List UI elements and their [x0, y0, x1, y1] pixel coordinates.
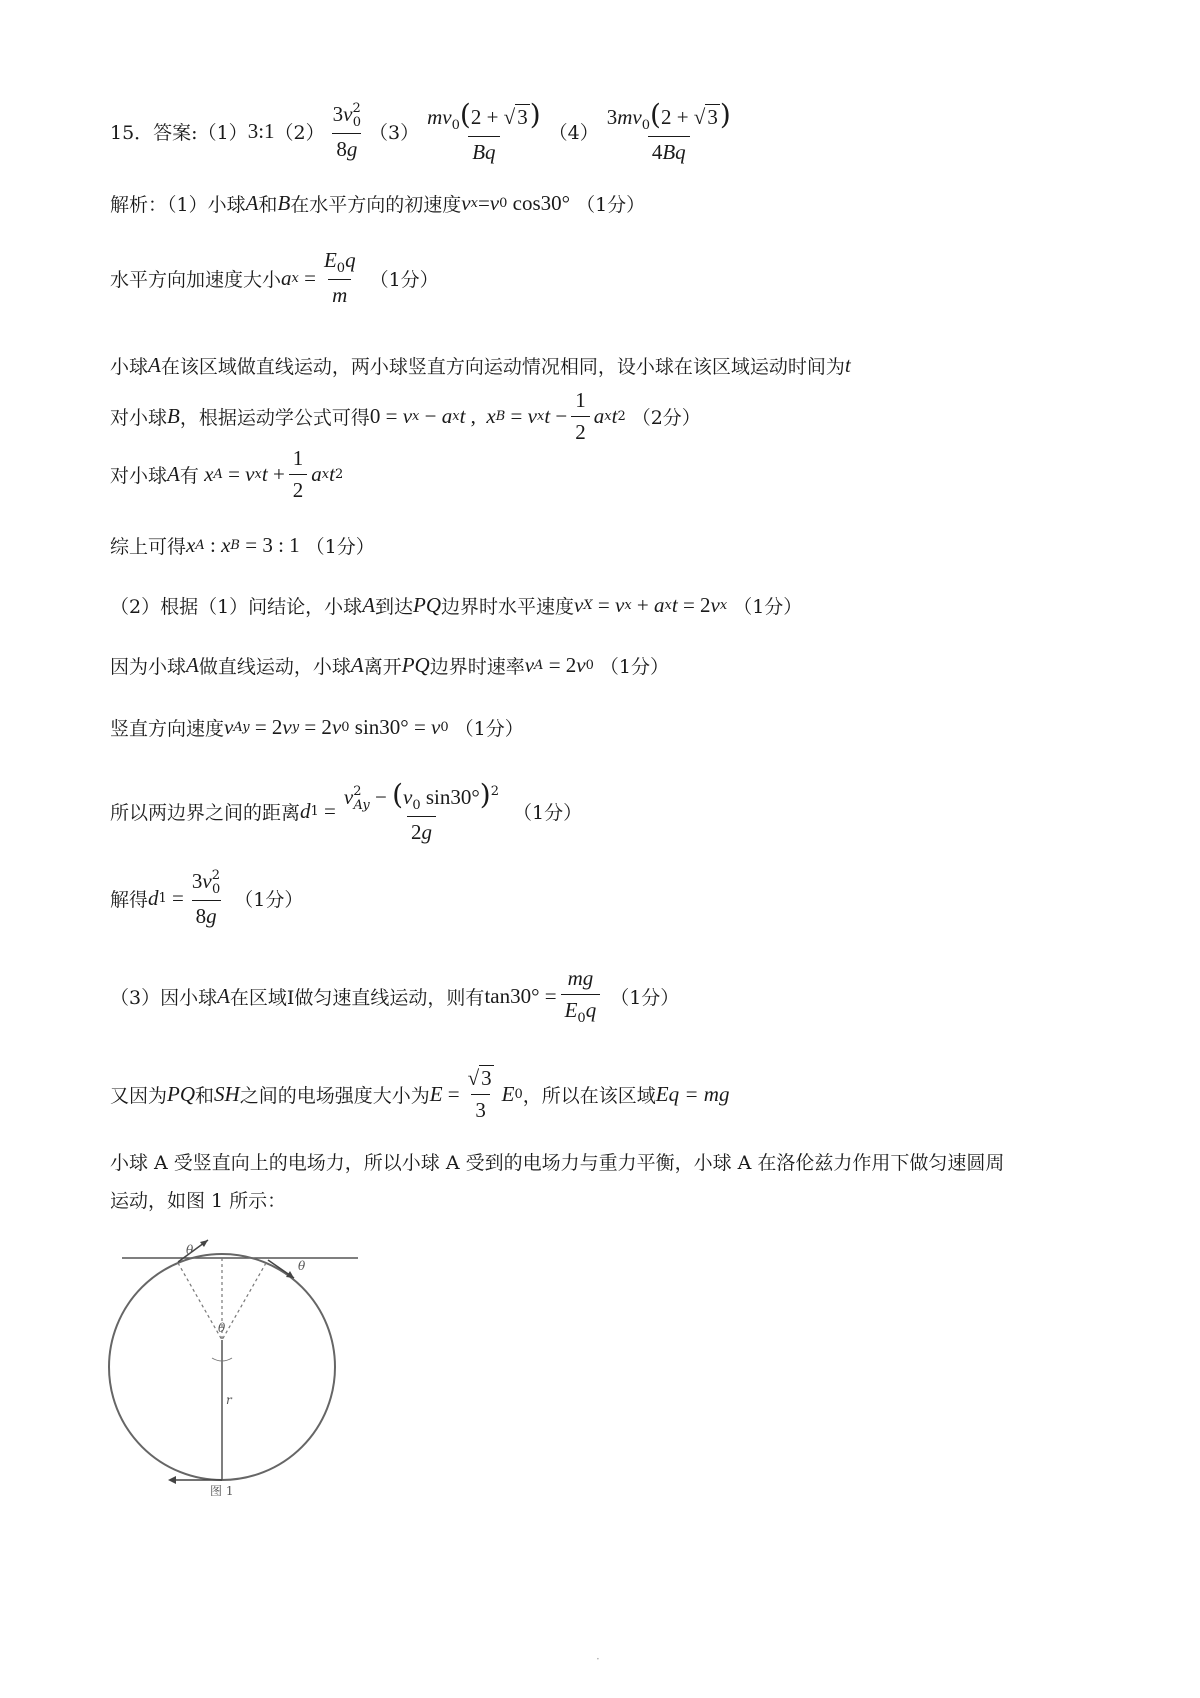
theta-label-center: θ — [218, 1321, 226, 1335]
solution-line-8: 因为小球 A 做直线运动，小球 A 离开 PQ 边界时速率 v A = 2 v 0 （1分） — [110, 653, 669, 678]
solution-line-12: （3）因小球 A 在区域Ⅰ做匀速直线运动，则有 tan30° = $\frac{mg}{E_0q}$ （1分） — [110, 966, 680, 1026]
solution-line-15: 运动，如图 1 所示： — [110, 1190, 287, 1212]
solution-line-5: 对小球 A 有 x A = v x t + $\frac{1}{2}$ a x t 2 — [110, 446, 344, 502]
solution-line-13: 又因为 PQ 和 SH 之间的电场强度大小为 E = $\frac{√3}{3}$ E 0 ，所以在该区域 Eq = mg — [110, 1066, 730, 1122]
theta-label-left: θ — [186, 1243, 194, 1257]
answer-prefix: 15．答案: — [110, 122, 198, 144]
solution-line-1: 解析：（1）小球 A 和 B 在水平方向的初速度 v x = v 0 cos30° （1分） — [110, 191, 646, 216]
solution-line-10: 所以两边界之间的距离 d 1 = $\frac{v^2_{Ay} - (v_0 \sin 30^\circ)^2}{2g}$ （1分） — [110, 778, 583, 844]
solution-line-7: （2）根据（1）问结论，小球 A 到达 PQ 边界时水平速度 v X = v x + a x t = 2 v x （1分） — [110, 593, 803, 618]
answer-2-fraction: $\frac{3v^2_0}{8g}$ — [332, 101, 362, 161]
circle-motion-diagram — [108, 1232, 368, 1496]
solution-line-9: 竖直方向速度 v Ay = 2 v y = 2 v 0 sin30° = v 0 （1分） — [110, 715, 524, 740]
solution-line-3: 小球 A 在该区域做直线运动，两小球竖直方向运动情况相同，设小球在该区域运动时间为 t — [110, 353, 851, 378]
theta-label-right: θ — [298, 1259, 306, 1273]
solution-line-4: 对小球 B ，根据运动学公式可得 0 = v x − a x t , x B = v x t − $\frac{1}{2}$ a x t 2 （2分） — [110, 388, 701, 444]
answer-line: 15．答案: （1） 3:1 （2） $\frac{3v^2_0}{8g}$ （3） $\frac{mv_0(2 + √3)}{Bq}$ （4） $\frac{3mv_0(2 + √3)}{4Bq}$ — [110, 98, 739, 165]
solution-line-2: 水平方向加速度大小 a x = $\frac{E_0q}{m}$ （1分） — [110, 248, 439, 307]
figure-caption: 图 1 — [210, 1484, 234, 1496]
footer-dot: · — [596, 1652, 600, 1666]
answer-4-fraction: $\frac{3mv_0(2 + √3)}{4Bq}$ — [606, 98, 731, 164]
radius-right-dashed — [222, 1263, 266, 1340]
solution-line-14: 小球 A 受竖直向上的电场力，所以小球 A 受到的电场力与重力平衡，小球 A 在洛伦兹力作用下做匀速圆周 — [110, 1152, 1005, 1174]
radius-label: r — [226, 1393, 232, 1407]
answer-3-fraction: $\frac{mv_0(2 + √3)}{Bq}$ — [427, 98, 541, 164]
answer-1: 3:1 — [247, 119, 275, 143]
solution-line-6: 综上可得 x A : x B = 3 : 1 （1分） — [110, 533, 375, 558]
solution-line-11: 解得 d 1 = $\frac{3v^2_0}{8g}$ （1分） — [110, 868, 304, 928]
figure-1 — [108, 1232, 368, 1501]
radius-left-dashed — [178, 1263, 222, 1340]
